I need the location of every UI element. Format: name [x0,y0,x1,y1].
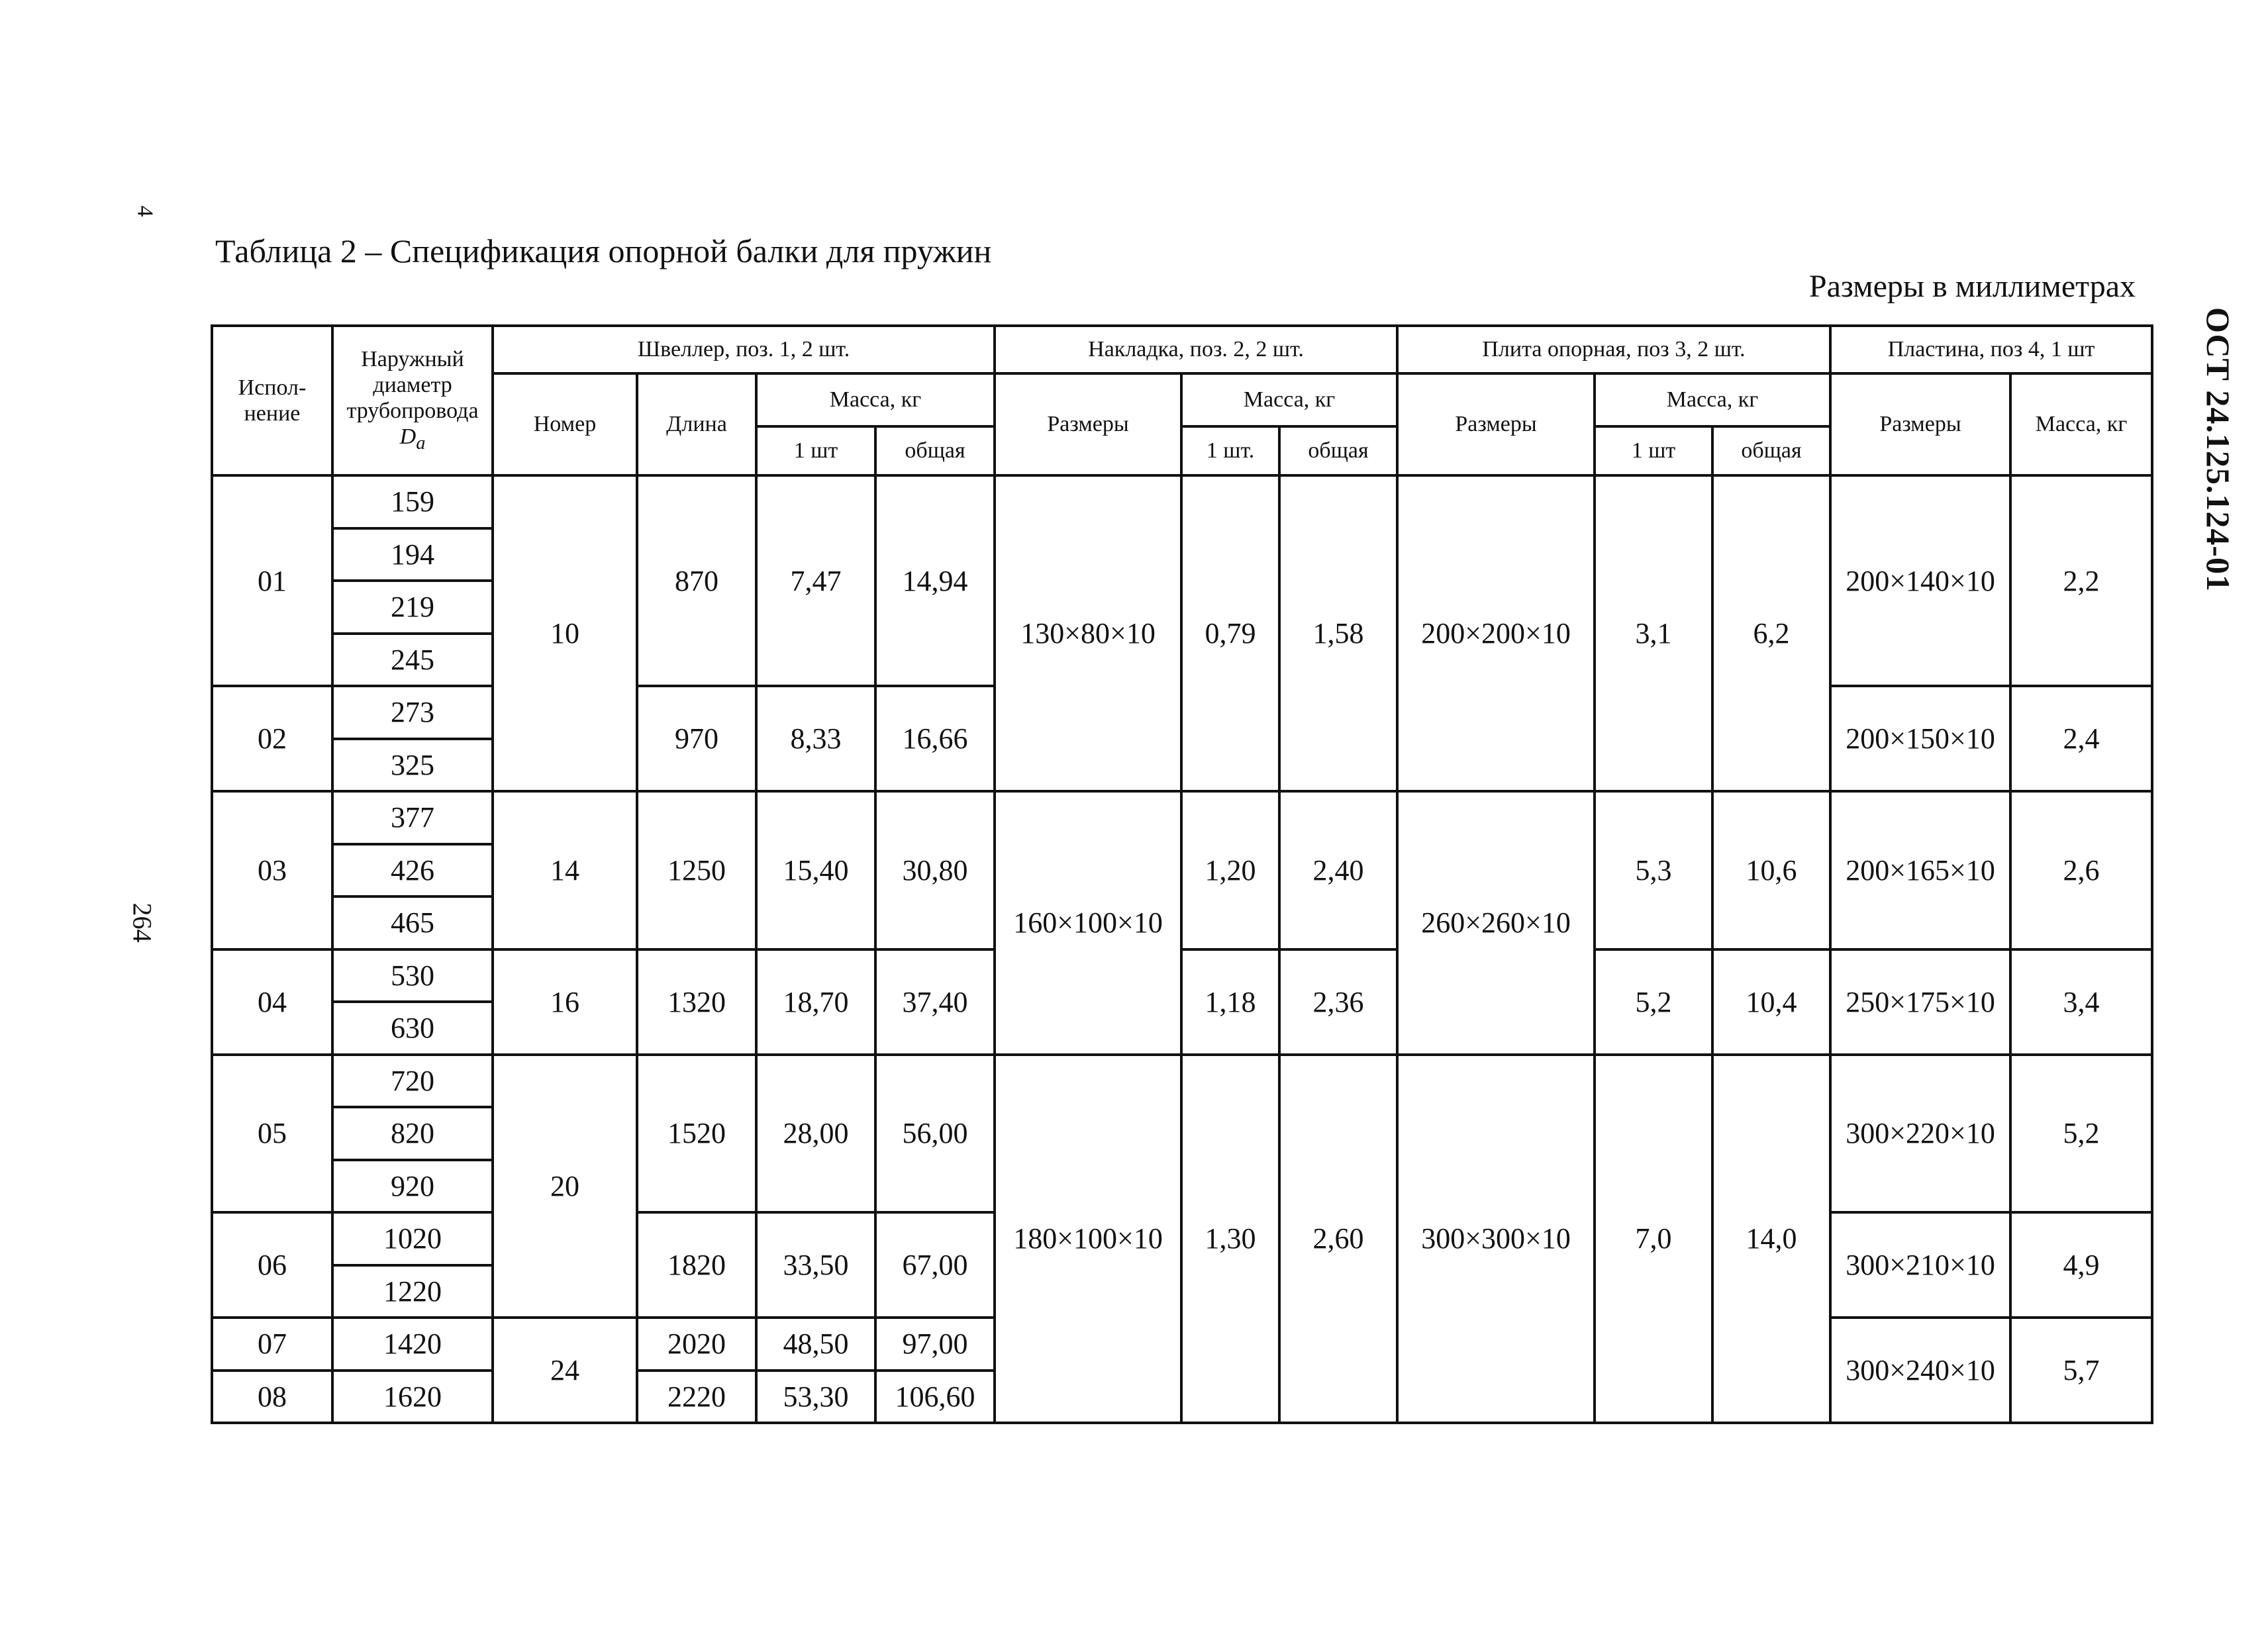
header-overlay: Накладка, поз. 2, 2 шт. [995,326,1397,373]
header-channel-mass-total: общая [875,426,995,475]
table-row [212,949,2152,1002]
plate-size-cell: 200×200×10 [1397,475,1595,791]
channel-mass-one-cell: 8,33 [756,686,875,791]
units-note: Размеры в миллиметрах [1808,269,2136,304]
version-cell: 06 [212,1212,332,1318]
channel-number-cell: 14 [493,791,637,949]
channel-mass-total-cell: 30,80 [875,791,995,949]
channel-mass-one-cell: 33,50 [756,1212,875,1318]
header-overlay-mass-total: общая [1279,426,1397,475]
diameter-cell: 194 [332,528,493,581]
diameter-cell: 630 [332,1002,493,1055]
strip-size-cell: 250×175×10 [1830,949,2010,1055]
plate-mass-total-cell: 6,2 [1712,475,1830,791]
diameter-cell: 219 [332,581,493,634]
table-caption: Таблица 2 – Спецификация опорной балки для пружин [215,232,992,269]
overlay-size-cell: 180×100×10 [995,1055,1181,1424]
header-channel-mass-one: 1 шт [756,426,875,475]
diameter-cell: 465 [332,896,493,949]
strip-mass-cell: 2,4 [2010,686,2152,791]
page-number-top: 4 [132,205,158,217]
diameter-cell: 159 [332,475,493,528]
channel-mass-total-cell: 37,40 [875,949,995,1055]
plate-size-cell: 260×260×10 [1397,791,1595,1055]
strip-size-cell: 300×220×10 [1830,1055,2010,1213]
channel-mass-total-cell: 14,94 [875,475,995,686]
channel-number-cell: 24 [493,1318,637,1423]
version-cell: 07 [212,1318,332,1371]
header-plate: Плита опорная, поз 3, 2 шт. [1397,326,1830,373]
channel-mass-one-cell: 15,40 [756,791,875,949]
header-channel-length: Длина [637,373,756,475]
table-row [212,791,2152,844]
overlay-mass-one-cell: 1,20 [1181,791,1279,949]
channel-length-cell: 870 [637,475,756,686]
plate-mass-one-cell: 3,1 [1595,475,1712,791]
strip-size-cell: 200×150×10 [1830,686,2010,791]
diameter-cell: 1620 [332,1371,493,1424]
channel-mass-total-cell: 56,00 [875,1055,995,1213]
header-plate-mass-one: 1 шт [1595,426,1712,475]
plate-mass-one-cell: 7,0 [1595,1055,1712,1424]
overlay-mass-total-cell: 2,36 [1279,949,1397,1055]
channel-length-cell: 970 [637,686,756,791]
header-plate-mass: Масса, кг [1595,373,1830,426]
channel-number-cell: 16 [493,949,637,1055]
document-code: ОСТ 24.125.124-01 [2200,307,2237,593]
strip-mass-cell: 3,4 [2010,949,2152,1055]
diameter-cell: 426 [332,844,493,897]
channel-length-cell: 1320 [637,949,756,1055]
version-cell: 01 [212,475,332,686]
plate-mass-total-cell: 10,6 [1712,791,1830,949]
header-version: Испол-нение [212,326,332,475]
overlay-mass-one-cell: 1,18 [1181,949,1279,1055]
diameter-cell: 1420 [332,1318,493,1371]
channel-mass-total-cell: 97,00 [875,1318,995,1371]
version-cell: 05 [212,1055,332,1213]
header-diameter-subscript: a [416,433,426,454]
diameter-cell: 245 [332,634,493,687]
table-row [212,1055,2152,1108]
channel-length-cell: 1820 [637,1212,756,1318]
strip-mass-cell: 4,9 [2010,1212,2152,1318]
diameter-cell: 377 [332,791,493,844]
page-number-side: 264 [127,902,158,943]
channel-mass-one-cell: 7,47 [756,475,875,686]
header-overlay-mass: Масса, кг [1181,373,1397,426]
header-channel: Швеллер, поз. 1, 2 шт. [493,326,995,373]
overlay-mass-one-cell: 1,30 [1181,1055,1279,1424]
plate-mass-one-cell: 5,3 [1595,791,1712,949]
header-overlay-mass-one: 1 шт. [1181,426,1279,475]
strip-size-cell: 200×165×10 [1830,791,2010,949]
header-diameter-label: Наружный диаметр трубопровода [346,347,479,424]
overlay-mass-one-cell: 0,79 [1181,475,1279,791]
strip-mass-cell: 5,7 [2010,1318,2152,1423]
header-strip-sizes: Размеры [1830,373,2010,475]
strip-size-cell: 200×140×10 [1830,475,2010,686]
diameter-cell: 920 [332,1160,493,1213]
header-channel-number: Номер [493,373,637,475]
overlay-mass-total-cell: 2,40 [1279,791,1397,949]
header-plate-mass-total: общая [1712,426,1830,475]
diameter-cell: 1020 [332,1212,493,1265]
version-cell: 02 [212,686,332,791]
plate-mass-total-cell: 10,4 [1712,949,1830,1055]
version-cell: 04 [212,949,332,1055]
header-channel-mass: Масса, кг [756,373,995,426]
channel-mass-total-cell: 106,60 [875,1371,995,1424]
header-diameter-symbol: D [399,424,417,450]
overlay-size-cell: 130×80×10 [995,475,1181,791]
diameter-cell: 325 [332,739,493,792]
diameter-cell: 820 [332,1107,493,1160]
channel-length-cell: 2020 [637,1318,756,1371]
plate-size-cell: 300×300×10 [1397,1055,1595,1424]
channel-mass-one-cell: 48,50 [756,1318,875,1371]
strip-size-cell: 300×210×10 [1830,1212,2010,1318]
channel-length-cell: 2220 [637,1371,756,1424]
header-strip: Пластина, поз 4, 1 шт [1830,326,2152,373]
channel-number-cell: 20 [493,1055,637,1318]
strip-mass-cell: 2,2 [2010,475,2152,686]
overlay-mass-total-cell: 2,60 [1279,1055,1397,1424]
diameter-cell: 720 [332,1055,493,1108]
version-cell: 08 [212,1371,332,1424]
channel-mass-one-cell: 18,70 [756,949,875,1055]
overlay-mass-total-cell: 1,58 [1279,475,1397,791]
specification-table [211,324,2153,1424]
channel-mass-total-cell: 16,66 [875,686,995,791]
channel-mass-one-cell: 28,00 [756,1055,875,1213]
strip-mass-cell: 5,2 [2010,1055,2152,1213]
strip-mass-cell: 2,6 [2010,791,2152,949]
header-plate-sizes: Размеры [1397,373,1595,475]
channel-number-cell: 10 [493,475,637,791]
header-strip-mass: Масса, кг [2010,373,2152,475]
channel-mass-total-cell: 67,00 [875,1212,995,1318]
plate-mass-total-cell: 14,0 [1712,1055,1830,1424]
channel-length-cell: 1250 [637,791,756,949]
table-row [212,475,2152,528]
channel-mass-one-cell: 53,30 [756,1371,875,1424]
plate-mass-one-cell: 5,2 [1595,949,1712,1055]
diameter-cell: 530 [332,949,493,1002]
version-cell: 03 [212,791,332,949]
diameter-cell: 273 [332,686,493,739]
header-overlay-sizes: Размеры [995,373,1181,475]
diameter-cell: 1220 [332,1265,493,1318]
overlay-size-cell: 160×100×10 [995,791,1181,1055]
channel-length-cell: 1520 [637,1055,756,1213]
strip-size-cell: 300×240×10 [1830,1318,2010,1423]
header-diameter [332,326,493,475]
